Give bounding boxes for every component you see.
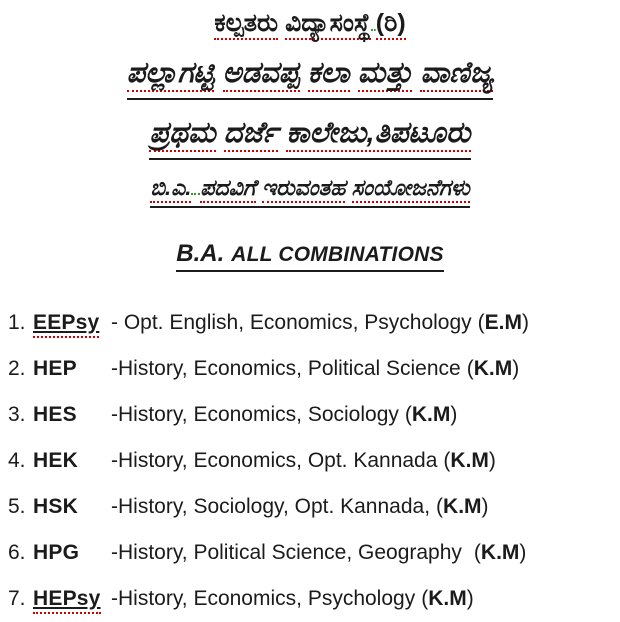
combination-code — [33, 311, 111, 335]
close-paren: ) — [488, 449, 496, 472]
close-paren: ) — [481, 495, 489, 518]
medium-code: E.M — [484, 311, 522, 334]
item-number: 4. — [8, 449, 26, 472]
medium-code: K.M — [480, 541, 520, 564]
institution-name-line — [0, 6, 620, 40]
subtitle-word-3: ಇರುವಂತಹ — [262, 175, 346, 203]
subtitle-word-2: ಪದವಿಗೆ — [200, 175, 255, 203]
combination-code-text: HPG — [33, 541, 80, 564]
combination-row-2 — [8, 346, 620, 392]
combination-subjects: -History, Economics, Psychology — [111, 587, 416, 610]
item-number: 6. — [8, 541, 26, 564]
combination-code-text: EEPsy — [33, 311, 99, 338]
combination-code — [33, 495, 111, 519]
section-title-underlined — [176, 240, 443, 272]
subtitle-word-1: ಬಿ.ಎ. — [150, 175, 191, 203]
medium-of-instruction — [467, 357, 520, 381]
open-paren: ( — [466, 357, 474, 380]
combination-code — [33, 587, 111, 611]
item-number: 5. — [8, 495, 26, 518]
medium-of-instruction — [436, 495, 489, 519]
combination-row-6 — [8, 530, 620, 576]
combination-subjects: -History, Economics, Opt. Kannada — [111, 449, 438, 472]
college-name-line-1 — [0, 50, 620, 100]
combination-code — [33, 449, 111, 473]
combination-code-text: HES — [33, 403, 77, 426]
combination-row-5 — [8, 484, 620, 530]
document-header — [0, 6, 620, 208]
degree-abbreviation: B.A. — [176, 240, 225, 267]
item-number: 2. — [8, 357, 26, 380]
underlined-line — [127, 50, 494, 100]
combination-code-text: HEP — [33, 357, 77, 380]
medium-code: K.M — [443, 495, 482, 518]
item-number: 3. — [8, 403, 26, 426]
open-paren: ( — [473, 541, 481, 564]
combination-row-1 — [8, 300, 620, 346]
section-title-text: ALL COMBINATIONS — [231, 243, 444, 266]
institution-registered-suffix: (ರಿ) — [376, 9, 406, 40]
close-paren: ) — [512, 357, 520, 380]
section-title — [0, 240, 620, 272]
college-word-1: ಪಲ್ಲಾಗಟ್ಟಿ — [127, 57, 215, 92]
combination-subjects: -History, Sociology, Opt. Kannada, — [111, 495, 431, 518]
medium-code: K.M — [411, 403, 451, 426]
combination-code-text: HEPsy — [33, 587, 101, 614]
underlined-line — [149, 110, 470, 160]
open-paren: ( — [477, 311, 485, 334]
open-paren: ( — [443, 449, 451, 472]
medium-code: K.M — [450, 449, 489, 472]
combination-subjects: -History, Economics, Sociology — [111, 403, 399, 426]
college-word-5: ವಾಣಿಜ್ಯ — [420, 57, 493, 92]
institution-word-2: ವಿದ್ಯಾಸಂಸ್ಥೆ — [285, 9, 371, 40]
combination-row-4 — [8, 438, 620, 484]
close-paren: ) — [450, 403, 458, 426]
medium-of-instruction — [443, 449, 496, 473]
college-word-7: ದರ್ಜೆ — [224, 117, 278, 152]
college-word-6: ಪ್ರಥಮ — [149, 117, 215, 152]
combination-code-text: HSK — [33, 495, 78, 518]
medium-code: K.M — [428, 587, 467, 610]
grammar-squiggle-icon — [191, 191, 200, 195]
open-paren: ( — [404, 403, 412, 426]
college-word-8: ಕಾಲೇಜು,ತಿಪಟೂರು — [286, 117, 470, 152]
subtitle-line — [0, 172, 620, 208]
close-paren: ) — [466, 587, 474, 610]
combination-code — [33, 403, 111, 427]
close-paren: ) — [522, 311, 529, 334]
open-paren: ( — [421, 587, 429, 610]
combination-subjects: -History, Economics, Political Science — [111, 357, 461, 380]
combination-subjects: - Opt. English, Economics, Psychology — [111, 311, 472, 334]
combination-code-text: HEK — [33, 449, 78, 472]
open-paren: ( — [436, 495, 444, 518]
combination-row-3 — [8, 392, 620, 438]
college-word-4: ಮತ್ತು — [358, 57, 413, 92]
combination-code — [33, 357, 111, 381]
college-word-3: ಕಲಾ — [308, 57, 350, 92]
subtitle-word-4: ಸಂಯೋಜನೆಗಳು — [352, 175, 470, 203]
close-paren: ) — [519, 541, 527, 564]
college-word-2: ಅಡವಪ್ಪ — [223, 57, 300, 92]
institution-word-1: ಕಲ್ಪತರು — [214, 9, 278, 40]
combinations-list — [0, 300, 620, 622]
medium-of-instruction — [405, 403, 458, 427]
underlined-line — [150, 172, 470, 208]
combination-row-7 — [8, 576, 620, 622]
item-number: 7. — [8, 587, 26, 610]
combination-subjects: -History, Political Science, Geography — [111, 541, 462, 564]
medium-of-instruction — [421, 587, 474, 611]
medium-of-instruction — [474, 541, 527, 565]
medium-code: K.M — [473, 357, 513, 380]
combination-code — [33, 541, 111, 565]
college-name-line-2 — [0, 110, 620, 160]
item-number: 1. — [8, 311, 26, 334]
medium-of-instruction — [478, 311, 529, 335]
